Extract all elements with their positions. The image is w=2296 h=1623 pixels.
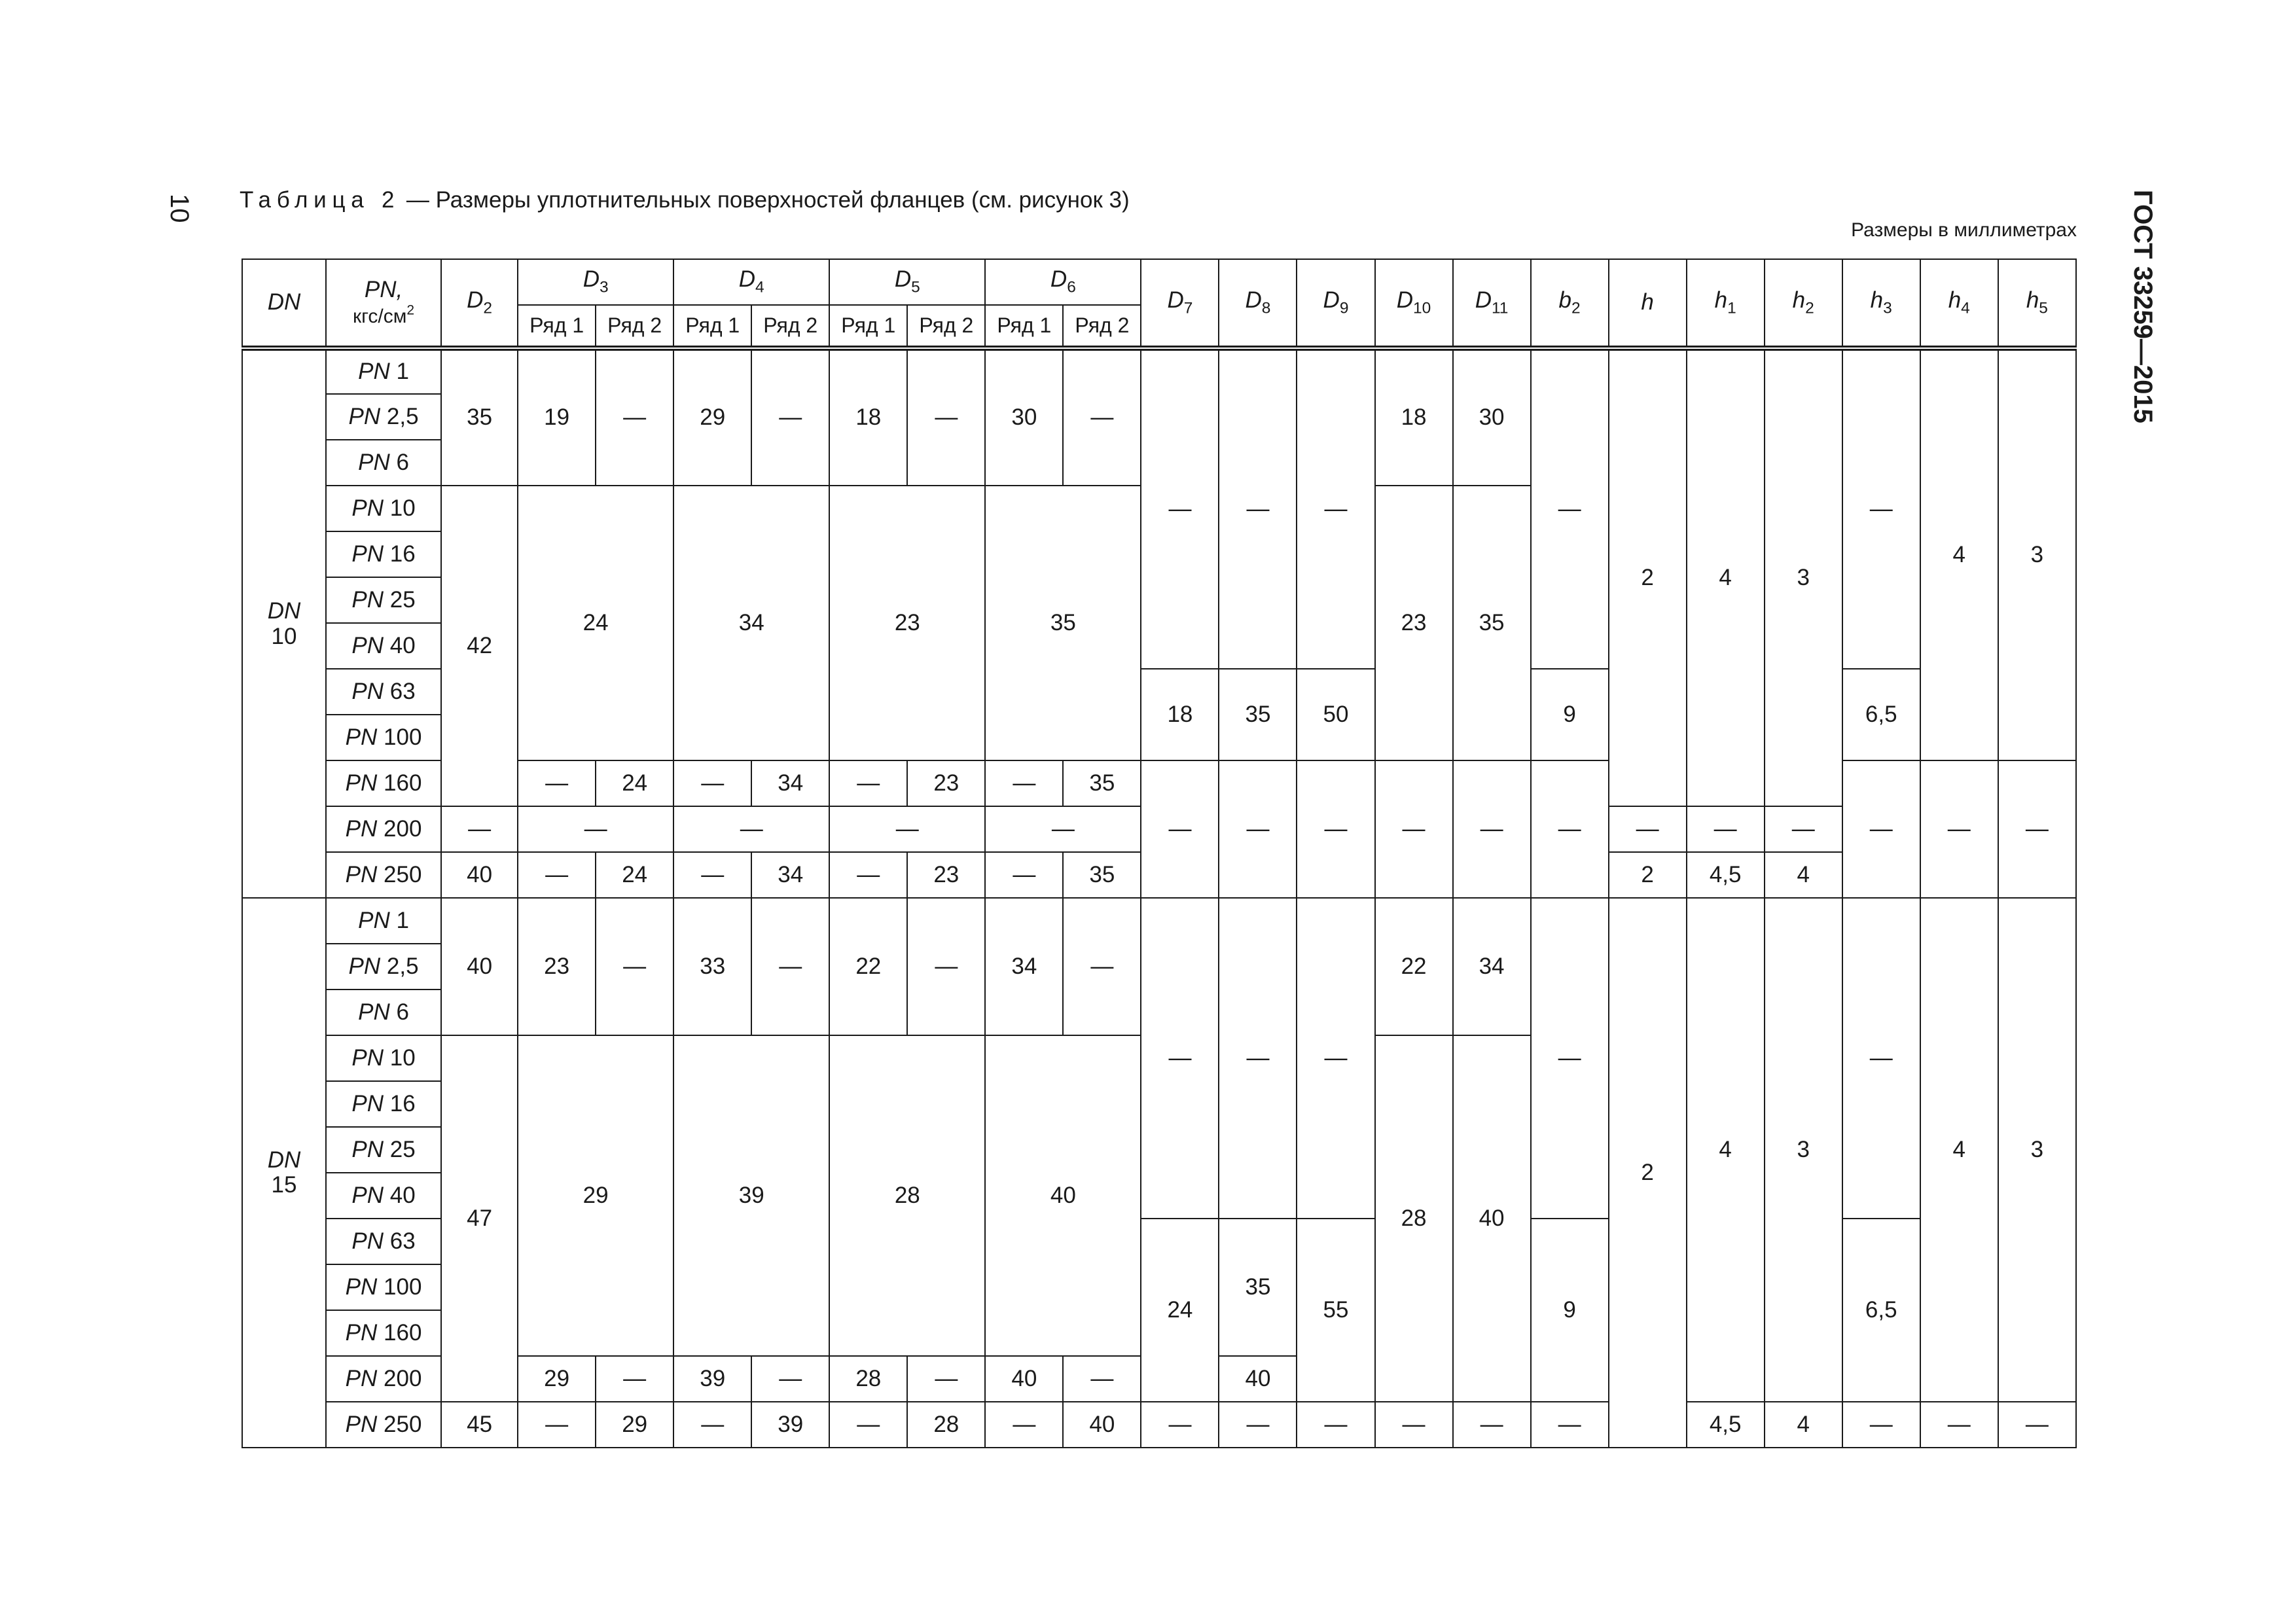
d3-r2-cell: 24 [596, 852, 673, 898]
pn-cell: PN 16 [326, 1081, 441, 1127]
h4-cell: — [1920, 760, 1998, 898]
h3-cell: — [1842, 348, 1920, 669]
header-row2: Ряд 2 [1063, 305, 1141, 348]
d8-cell: — [1219, 1402, 1297, 1448]
pn-cell: PN 10 [326, 1035, 441, 1081]
d9-cell: — [1297, 1402, 1374, 1448]
d6-r1-cell: — [985, 1402, 1063, 1448]
d2-cell: 47 [441, 1035, 518, 1402]
header-h1: $h_1$ [1687, 259, 1765, 348]
d8-cell: 35 [1219, 669, 1297, 760]
d2-cell: — [441, 806, 518, 852]
pn-cell: PN 100 [326, 715, 441, 760]
pn-cell: PN 10 [326, 486, 441, 531]
header-d3: $D_3$ [518, 259, 673, 305]
d10-cell: 23 [1375, 486, 1453, 760]
h-cell: 2 [1609, 898, 1687, 1448]
h3-cell: — [1842, 1402, 1920, 1448]
d8-cell: — [1219, 898, 1297, 1219]
pn-cell: PN 1 [326, 348, 441, 394]
d3-r1-cell: 19 [518, 348, 596, 486]
document-id: ГОСТ 33259—2015 [2128, 190, 2157, 423]
h-cell: 2 [1609, 348, 1687, 806]
pn-cell: PN 63 [326, 1219, 441, 1264]
h1-cell: 4,5 [1687, 852, 1765, 898]
pn-cell: PN 25 [326, 577, 441, 623]
header-h2: $h_2$ [1765, 259, 1842, 348]
d7-cell: 18 [1141, 669, 1219, 760]
d6-r1-cell: — [985, 760, 1063, 806]
units-note: Размеры в миллиметрах [1851, 219, 2077, 241]
d5-r2-cell: — [907, 1356, 985, 1402]
b2-cell: 9 [1531, 669, 1609, 760]
pn-cell: PN 200 [326, 1356, 441, 1402]
d3-cell: 24 [518, 486, 673, 760]
pn-cell: PN 2,5 [326, 394, 441, 440]
header-pn: PN, кгс/$см^2$ [326, 259, 441, 348]
table-row [242, 348, 2076, 394]
d10-cell: — [1375, 1402, 1453, 1448]
h4-cell: 4 [1920, 348, 1998, 760]
d6-r1-cell: — [985, 852, 1063, 898]
d3-r2-cell: — [596, 898, 673, 1035]
d9-cell: 50 [1297, 669, 1374, 760]
d4-r2-cell: — [751, 898, 829, 1035]
d7-cell: — [1141, 348, 1219, 669]
d6-r2-cell: 35 [1063, 760, 1141, 806]
d5-r2-cell: 23 [907, 852, 985, 898]
d4-r2-cell: — [751, 1356, 829, 1402]
d4-cell: 34 [673, 486, 829, 760]
d6-r1-cell: 30 [985, 348, 1063, 486]
caption-label: Таблица 2 [240, 187, 401, 213]
d3-r1-cell: — [518, 760, 596, 806]
d8-cell: — [1219, 760, 1297, 898]
d5-r2-cell: 28 [907, 1402, 985, 1448]
table-row [242, 898, 2076, 944]
d3-r2-cell: 29 [596, 1402, 673, 1448]
header-dn: DN [242, 259, 326, 348]
header-row1: Ряд 1 [673, 305, 751, 348]
h5-cell: — [1998, 760, 2076, 898]
header-row1: Ряд 1 [985, 305, 1063, 348]
d4-r1-cell: — [673, 852, 751, 898]
d3-r2-cell: 24 [596, 760, 673, 806]
flange-dimensions-table [242, 259, 2077, 1448]
caption-text: — Размеры уплотнительных поверхностей фланцев (см. рисунок 3) [400, 187, 1130, 213]
header-row1: Ряд 1 [829, 305, 907, 348]
header-d6: $D_6$ [985, 259, 1141, 305]
d6-r2-cell: — [1063, 348, 1141, 486]
b2-cell: 9 [1531, 1219, 1609, 1402]
d6-cell: 35 [985, 486, 1141, 760]
h2-cell: 3 [1765, 348, 1842, 806]
d5-cell: 23 [829, 486, 985, 760]
d3-cell: 29 [518, 1035, 673, 1356]
d2-cell: 42 [441, 486, 518, 806]
d9-cell: — [1297, 898, 1374, 1219]
header-h: h [1609, 259, 1687, 348]
h-cell: 2 [1609, 852, 1687, 898]
d5-r1-cell: 28 [829, 1356, 907, 1402]
h4-cell: — [1920, 1402, 1998, 1448]
table-caption [240, 187, 1130, 213]
d4-r1-cell: 33 [673, 898, 751, 1035]
h1-cell: 4 [1687, 348, 1765, 806]
d5-r1-cell: — [829, 760, 907, 806]
h1-cell: — [1687, 806, 1765, 852]
pn-cell: PN 25 [326, 1127, 441, 1173]
d6-r2-cell: — [1063, 898, 1141, 1035]
d3-r2-cell: — [596, 348, 673, 486]
pn-cell: PN 100 [326, 1264, 441, 1310]
table-row [242, 1402, 2076, 1448]
b2-cell: — [1531, 1402, 1609, 1448]
d6-r2-cell: 40 [1063, 1402, 1141, 1448]
header-row2: Ряд 2 [596, 305, 673, 348]
h3-cell: — [1842, 760, 1920, 898]
d2-cell: 40 [441, 898, 518, 1035]
d7-cell: — [1141, 1402, 1219, 1448]
d5-r1-cell: — [829, 1402, 907, 1448]
d2-cell: 40 [441, 852, 518, 898]
d9-cell: — [1297, 760, 1374, 898]
header-d5: $D_5$ [829, 259, 985, 305]
d10-cell: — [1375, 760, 1453, 898]
header-d10: $D_{10}$ [1375, 259, 1453, 348]
h1-cell: 4 [1687, 898, 1765, 1402]
d6-r2-cell: — [1063, 1356, 1141, 1402]
h2-cell: — [1765, 806, 1842, 852]
d4-r1-cell: 29 [673, 348, 751, 486]
header-b2: $b_2$ [1531, 259, 1609, 348]
pn-cell: PN 160 [326, 760, 441, 806]
h5-cell: 3 [1998, 898, 2076, 1402]
d8-cell: 40 [1219, 1356, 1297, 1402]
header-d11: $D_{11}$ [1453, 259, 1531, 348]
d9-cell: — [1297, 348, 1374, 669]
d11-cell: 30 [1453, 348, 1531, 486]
dn-cell: DN 15 [242, 898, 326, 1448]
d7-cell: — [1141, 898, 1219, 1219]
d5-r1-cell: 18 [829, 348, 907, 486]
d4-r1-cell: 39 [673, 1356, 751, 1402]
h3-cell: — [1842, 898, 1920, 1219]
d2-cell: 35 [441, 348, 518, 486]
d7-cell: 24 [1141, 1219, 1219, 1402]
d10-cell: 18 [1375, 348, 1453, 486]
header-row [242, 259, 2076, 305]
header-d8: $D_8$ [1219, 259, 1297, 348]
header-d4: $D_4$ [673, 259, 829, 305]
d10-cell: 22 [1375, 898, 1453, 1035]
header-row2: Ряд 2 [751, 305, 829, 348]
d3-r1-cell: — [518, 852, 596, 898]
h3-cell: 6,5 [1842, 669, 1920, 760]
d5-cell: 28 [829, 1035, 985, 1356]
b2-cell: — [1531, 760, 1609, 898]
pn-cell: PN 40 [326, 1173, 441, 1219]
d8-cell: 35 [1219, 1219, 1297, 1356]
d11-cell: 40 [1453, 1035, 1531, 1402]
pn-cell: PN 2,5 [326, 944, 441, 990]
pn-cell: PN 16 [326, 531, 441, 577]
h-cell: — [1609, 806, 1687, 852]
pn-cell: PN 200 [326, 806, 441, 852]
d6-cell: 40 [985, 1035, 1141, 1356]
d3-cell: — [518, 806, 673, 852]
pn-cell: PN 160 [326, 1310, 441, 1356]
d6-cell: — [985, 806, 1141, 852]
header-row1: Ряд 1 [518, 305, 596, 348]
d5-r2-cell: — [907, 348, 985, 486]
d6-r1-cell: 40 [985, 1356, 1063, 1402]
header-d2: $D_2$ [441, 259, 518, 348]
d4-r2-cell: 34 [751, 852, 829, 898]
d5-r2-cell: 23 [907, 760, 985, 806]
h1-cell: 4,5 [1687, 1402, 1765, 1448]
d9-cell: 55 [1297, 1219, 1374, 1402]
header-d9: $D_9$ [1297, 259, 1374, 348]
d4-cell: — [673, 806, 829, 852]
h2-cell: 4 [1765, 1402, 1842, 1448]
d11-cell: — [1453, 1402, 1531, 1448]
d6-r2-cell: 35 [1063, 852, 1141, 898]
d3-r1-cell: 23 [518, 898, 596, 1035]
header-h4: $h_4$ [1920, 259, 1998, 348]
pn-cell: PN 63 [326, 669, 441, 715]
d4-r2-cell: 39 [751, 1402, 829, 1448]
d5-r1-cell: — [829, 852, 907, 898]
h4-cell: 4 [1920, 898, 1998, 1402]
h2-cell: 4 [1765, 852, 1842, 898]
d2-cell: 45 [441, 1402, 518, 1448]
d3-r1-cell: 29 [518, 1356, 596, 1402]
h2-cell: 3 [1765, 898, 1842, 1402]
h5-cell: 3 [1998, 348, 2076, 760]
pn-cell: PN 250 [326, 852, 441, 898]
d6-r1-cell: 34 [985, 898, 1063, 1035]
page-number: 10 [165, 194, 194, 223]
d4-r1-cell: — [673, 760, 751, 806]
d4-r2-cell: — [751, 348, 829, 486]
d8-cell: — [1219, 348, 1297, 669]
d5-r2-cell: — [907, 898, 985, 1035]
b2-cell: — [1531, 898, 1609, 1219]
d10-cell: 28 [1375, 1035, 1453, 1402]
pn-cell: PN 40 [326, 623, 441, 669]
h5-cell: — [1998, 1402, 2076, 1448]
d3-r2-cell: — [596, 1356, 673, 1402]
pn-cell: PN 6 [326, 990, 441, 1035]
pn-cell: PN 6 [326, 440, 441, 486]
d5-cell: — [829, 806, 985, 852]
d11-cell: — [1453, 760, 1531, 898]
dn-cell: DN 10 [242, 348, 326, 898]
header-row2: Ряд 2 [907, 305, 985, 348]
pn-cell: PN 250 [326, 1402, 441, 1448]
header-d7: $D_7$ [1141, 259, 1219, 348]
d4-cell: 39 [673, 1035, 829, 1356]
d11-cell: 35 [1453, 486, 1531, 760]
d5-r1-cell: 22 [829, 898, 907, 1035]
b2-cell: — [1531, 348, 1609, 669]
header-h3: $h_3$ [1842, 259, 1920, 348]
h3-cell: 6,5 [1842, 1219, 1920, 1402]
d4-r2-cell: 34 [751, 760, 829, 806]
d4-r1-cell: — [673, 1402, 751, 1448]
header-h5: $h_5$ [1998, 259, 2076, 348]
d3-r1-cell: — [518, 1402, 596, 1448]
d11-cell: 34 [1453, 898, 1531, 1035]
d7-cell: — [1141, 760, 1219, 898]
pn-cell: PN 1 [326, 898, 441, 944]
